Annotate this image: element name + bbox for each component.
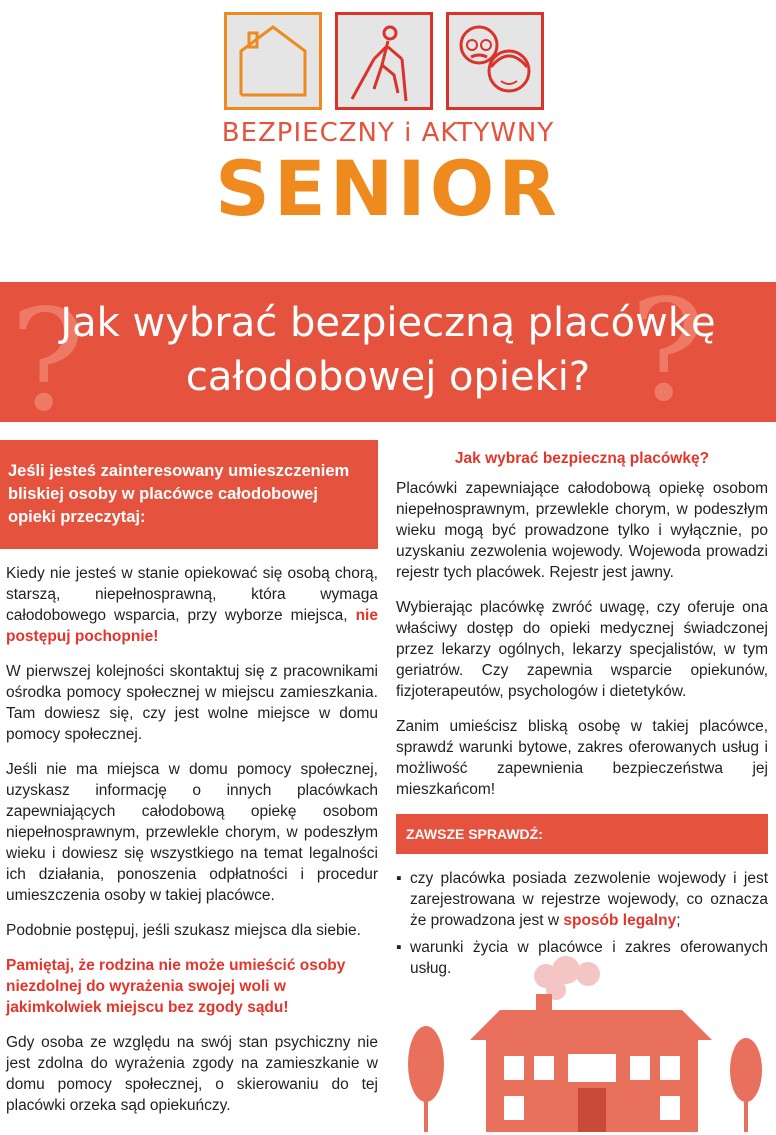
- brand-title: SENIOR: [215, 144, 561, 233]
- left-paragraph-1-text: Kiedy nie jesteś w stanie opiekować się osobą chorą, starszą, niepełnosprawną, która wymaga całodobowego wsparcia, przy wyborze miejsca,: [6, 565, 378, 624]
- bullet-1-highlight: sposób legalny: [563, 912, 677, 929]
- list-item: [396, 868, 768, 931]
- page-title-line-2: całodobowej opieki?: [185, 354, 591, 400]
- left-paragraph-5: Gdy osoba ze względu na swój stan psychiczny nie jest zdolna do wyrażenia zgody na zamieszkanie w domu pomocy społecznej, o skierowaniu do tej placówki orzeka sąd opiekuńczy.: [6, 1034, 378, 1114]
- hiker-icon: [335, 12, 433, 110]
- tree-left-icon: [408, 1026, 444, 1132]
- always-check-heading: ZAWSZE SPRAWDŹ:: [396, 814, 768, 854]
- intro-box: Jeśli jesteś zainteresowany umieszczeniem bliskiej osoby w placówce całodobowej opieki przeczytaj:: [0, 440, 378, 549]
- right-column: [396, 446, 768, 985]
- left-column: [0, 440, 378, 1130]
- right-heading: Jak wybrać bezpieczną placówkę?: [454, 450, 710, 467]
- house-icon: [224, 12, 322, 110]
- left-paragraph-3: Jeśli nie ma miejsca w domu pomocy społecznej, uzyskasz informację o innych placówkach zapewniających całodobową opiekę osobom niepełnosprawnym, przewlekle chorym, w podeszłym wieku i dowiesz się wszystkiego na temat legalności ich działania, ponoszenia odpłatności i procedur umieszczenia osoby w takiej placówce.: [6, 761, 378, 904]
- care-home-illustration: [396, 956, 772, 1132]
- bullet-2-text: warunki życia w placówce i zakres oferowanych usług.: [410, 939, 768, 977]
- brand-subtitle: BEZPIECZNY i AKTYWNY: [221, 118, 555, 148]
- tree-right-icon: [730, 1038, 762, 1132]
- logo: [0, 0, 776, 280]
- bullet-icon: ▪: [396, 939, 402, 956]
- question-mark-left: ?: [10, 282, 86, 422]
- bullet-1-end: ;: [676, 912, 681, 929]
- page-title-line-1: Jak wybrać bezpieczną placówkę: [60, 300, 716, 346]
- right-paragraph-3: Zanim umieścisz bliską osobę w takiej placówce, sprawdź warunki bytowe, zakres oferowanych usług i możliwość zapewnienia bezpieczeństwa jej mieszkańcom!: [396, 718, 768, 798]
- smoke-icon: [534, 956, 600, 1000]
- legal-warning: Pamiętaj, że rodzina nie może umieścić osoby niezdolnej do wyrażenia swojej woli w jakimkolwiek miejscu bez zgody sądu!: [6, 957, 346, 1016]
- right-paragraph-1: Placówki zapewniające całodobową opiekę osobom niepełnosprawnym, przewlekle chorym, w podeszłym wieku mogą być prowadzone tylko i wyłącznie, po uzyskaniu zezwolenia wojewody. Wojewoda prowadzi rejestr tych placówek. Rejestr jest jawny.: [396, 480, 768, 581]
- left-paragraph-1-highlight: nie postępuj pochopnie!: [6, 607, 378, 645]
- left-paragraph-1: [0, 563, 378, 647]
- house-building-icon: [470, 1010, 712, 1132]
- left-paragraph-2: W pierwszej kolejności skontaktuj się z pracownikami ośrodka pomocy społecznej w miejscu zamieszkania. Tam dowiesz się, czy jest wolne miejsce w domu pomocy społecznej.: [6, 663, 378, 743]
- question-mark-right: ?: [630, 282, 706, 422]
- title-banner: [0, 282, 776, 422]
- bullet-icon: ▪: [396, 870, 402, 887]
- left-paragraph-4: Podobnie postępuj, jeśli szukasz miejsca dla siebie.: [6, 922, 361, 939]
- right-paragraph-2: Wybierając placówkę zwróć uwagę, czy oferuje ona właściwy dostęp do opieki medycznej świadczonej przez lekarzy ogólnych, lekarzy specjalistów, w tym geriatrów. Czy zapewnia wsparcie opiekunów, fizjoterapeutów, psychologów i dietetyków.: [396, 599, 768, 700]
- bullet-1-text: czy placówka posiada zezwolenie wojewody i jest zarejestrowana w rejestrze wojewody, co oznacza że prowadzona jest w: [410, 870, 768, 929]
- elderly-couple-icon: [446, 12, 544, 110]
- page-title: [0, 296, 776, 404]
